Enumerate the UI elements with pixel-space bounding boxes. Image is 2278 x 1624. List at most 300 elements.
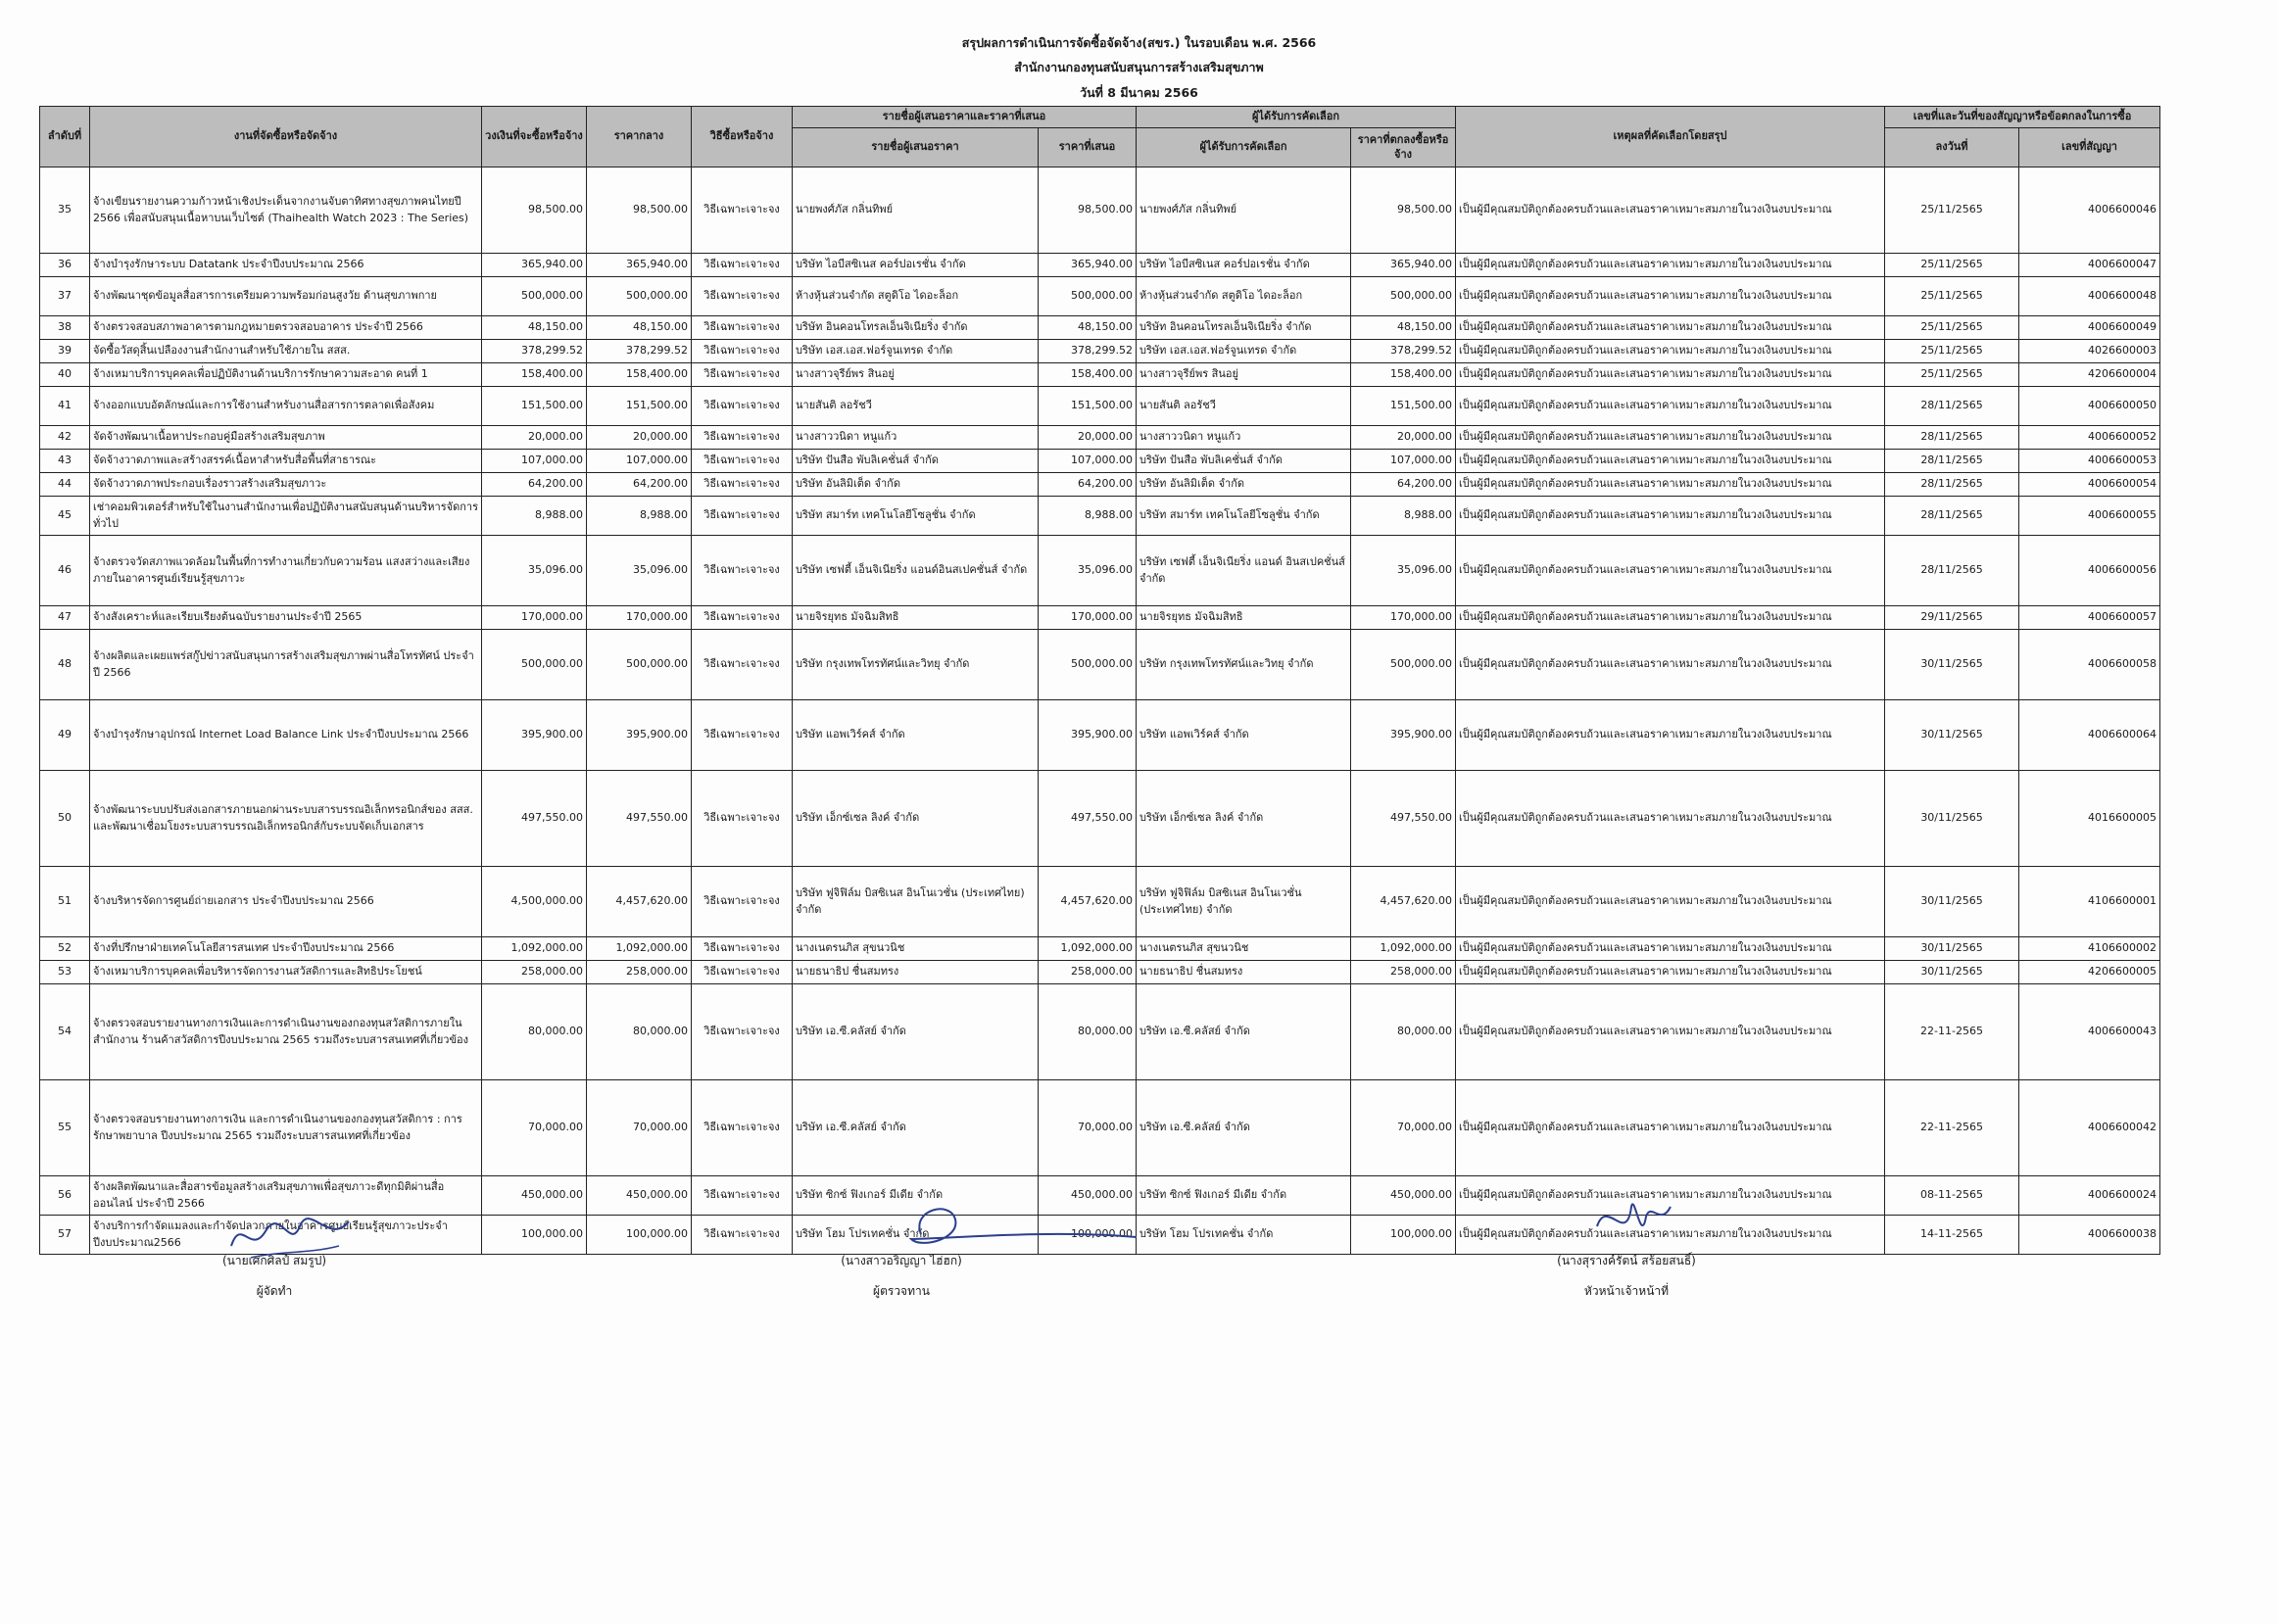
cell-budget: 80,000.00 [482, 984, 587, 1080]
cell-seq: 43 [40, 450, 90, 473]
cell-contract-no: 4106600001 [2019, 867, 2160, 937]
cell-reason: เป็นผู้มีคุณสมบัติถูกต้องครบถ้วนและเสนอราคาเหมาะสมภายในวงเงินงบประมาณ [1456, 937, 1885, 961]
cell-contract-date: 30/11/2565 [1885, 771, 2019, 867]
cell-contract-no: 4006600058 [2019, 630, 2160, 700]
cell-median-price: 395,900.00 [587, 700, 692, 771]
cell-budget: 500,000.00 [482, 630, 587, 700]
cell-reason: เป็นผู้มีคุณสมบัติถูกต้องครบถ้วนและเสนอราคาเหมาะสมภายในวงเงินงบประมาณ [1456, 277, 1885, 316]
cell-median-price: 170,000.00 [587, 606, 692, 630]
cell-method: วิธีเฉพาะเจาะจง [692, 316, 793, 340]
col-group-selected: ผู้ได้รับการคัดเลือก [1137, 107, 1456, 128]
cell-contract-date: 28/11/2565 [1885, 387, 2019, 426]
cell-reason: เป็นผู้มีคุณสมบัติถูกต้องครบถ้วนและเสนอราคาเหมาะสมภายในวงเงินงบประมาณ [1456, 316, 1885, 340]
signature-preparer-role: ผู้จัดทำ [256, 1284, 293, 1298]
cell-method: วิธีเฉพาะเจาะจง [692, 630, 793, 700]
cell-bidder-name: บริษัท กรุงเทพโทรทัศน์และวิทยุ จำกัด [793, 630, 1039, 700]
table-row [40, 700, 2160, 771]
table-row [40, 277, 2160, 316]
cell-method: วิธีเฉพาะเจาะจง [692, 450, 793, 473]
cell-seq: 42 [40, 426, 90, 450]
cell-median-price: 48,150.00 [587, 316, 692, 340]
cell-agreed-price: 258,000.00 [1351, 961, 1456, 984]
cell-contract-date: 30/11/2565 [1885, 700, 2019, 771]
cell-contract-no: 4106600002 [2019, 937, 2160, 961]
cell-task: จ้างเขียนรายงานความก้าวหน้าเชิงประเด็นจากงานจับตาทิศทางสุขภาพคนไทยปี 2566 เพื่อสนับสนุนเนื้อหาบนเว็บไซต์ (Thaihealth Watch 2023 : The Series) [90, 167, 482, 254]
cell-selected-name: บริษัท โฮม โปรเทคชั่น จำกัด [1137, 1216, 1351, 1255]
cell-selected-name: บริษัท เอ็กซ์เซล ลิงค์ จำกัด [1137, 771, 1351, 867]
cell-reason: เป็นผู้มีคุณสมบัติถูกต้องครบถ้วนและเสนอราคาเหมาะสมภายในวงเงินงบประมาณ [1456, 1080, 1885, 1176]
cell-median-price: 64,200.00 [587, 473, 692, 497]
col-reason: เหตุผลที่คัดเลือกโดยสรุป [1456, 107, 1885, 167]
signature-scrawl-head [1587, 1187, 1675, 1256]
cell-reason: เป็นผู้มีคุณสมบัติถูกต้องครบถ้วนและเสนอราคาเหมาะสมภายในวงเงินงบประมาณ [1456, 867, 1885, 937]
cell-contract-no: 4006600049 [2019, 316, 2160, 340]
cell-contract-date: 28/11/2565 [1885, 426, 2019, 450]
cell-task: จ้างบริหารจัดการศูนย์ถ่ายเอกสาร ประจำปีงบประมาณ 2566 [90, 867, 482, 937]
cell-seq: 48 [40, 630, 90, 700]
cell-contract-no: 4006600024 [2019, 1176, 2160, 1216]
cell-agreed-price: 98,500.00 [1351, 167, 1456, 254]
cell-bidder-name: นางเนตรนภิส สุขนวนิช [793, 937, 1039, 961]
cell-contract-no: 4026600003 [2019, 340, 2160, 363]
cell-reason: เป็นผู้มีคุณสมบัติถูกต้องครบถ้วนและเสนอราคาเหมาะสมภายในวงเงินงบประมาณ [1456, 630, 1885, 700]
table-row [40, 937, 2160, 961]
cell-task: จ้างเหมาบริการบุคคลเพื่อบริหารจัดการงานสวัสดิการและสิทธิประโยชน์ [90, 961, 482, 984]
table-row [40, 606, 2160, 630]
cell-contract-no: 4006600052 [2019, 426, 2160, 450]
cell-median-price: 500,000.00 [587, 277, 692, 316]
cell-median-price: 35,096.00 [587, 536, 692, 606]
cell-bid-price: 1,092,000.00 [1039, 937, 1137, 961]
cell-median-price: 497,550.00 [587, 771, 692, 867]
cell-contract-date: 30/11/2565 [1885, 937, 2019, 961]
document-date: วันที่ 8 มีนาคม 2566 [1080, 85, 1198, 100]
cell-bidder-name: บริษัท อินคอนโทรลเอ็นจิเนียริ่ง จำกัด [793, 316, 1039, 340]
cell-task: เช่าคอมพิวเตอร์สำหรับใช้ในงานสำนักงานเพื่อปฏิบัติงานสนับสนุนด้านบริหารจัดการทั่วไป [90, 497, 482, 536]
cell-selected-name: ห้างหุ้นส่วนจำกัด สตูดิโอ ไดอะล็อก [1137, 277, 1351, 316]
cell-seq: 40 [40, 363, 90, 387]
cell-contract-no: 4006600064 [2019, 700, 2160, 771]
cell-task: จ้างออกแบบอัตลักษณ์และการใช้งานสำหรับงานสื่อสารการตลาดเพื่อสังคม [90, 387, 482, 426]
cell-contract-no: 4206600004 [2019, 363, 2160, 387]
cell-task: จ้างผลิตพัฒนาและสื่อสารข้อมูลสร้างเสริมสุขภาพเพื่อสุขภาวะดีทุกมิติผ่านสื่อออนไลน์ ประจำปี 2566 [90, 1176, 482, 1216]
cell-selected-name: บริษัท เซฟตี้ เอ็นจิเนียริ่ง แอนด์ อินสเปคชั่นส์ จำกัด [1137, 536, 1351, 606]
cell-budget: 98,500.00 [482, 167, 587, 254]
cell-selected-name: นางเนตรนภิส สุขนวนิช [1137, 937, 1351, 961]
cell-agreed-price: 107,000.00 [1351, 450, 1456, 473]
cell-bidder-name: นายพงศ์ภัส กลิ่นทิพย์ [793, 167, 1039, 254]
cell-agreed-price: 80,000.00 [1351, 984, 1456, 1080]
cell-seq: 52 [40, 937, 90, 961]
cell-reason: เป็นผู้มีคุณสมบัติถูกต้องครบถ้วนและเสนอราคาเหมาะสมภายในวงเงินงบประมาณ [1456, 450, 1885, 473]
cell-bidder-name: บริษัท ฟูจิฟิล์ม บิสซิเนส อินโนเวชั่น (ประเทศไทย) จำกัด [793, 867, 1039, 937]
signature-scrawl-reviewer [852, 1200, 1146, 1259]
cell-contract-no: 4006600054 [2019, 473, 2160, 497]
cell-bid-price: 64,200.00 [1039, 473, 1137, 497]
cell-budget: 70,000.00 [482, 1080, 587, 1176]
cell-reason: เป็นผู้มีคุณสมบัติถูกต้องครบถ้วนและเสนอราคาเหมาะสมภายในวงเงินงบประมาณ [1456, 363, 1885, 387]
cell-reason: เป็นผู้มีคุณสมบัติถูกต้องครบถ้วนและเสนอราคาเหมาะสมภายในวงเงินงบประมาณ [1456, 961, 1885, 984]
cell-bid-price: 258,000.00 [1039, 961, 1137, 984]
table-row [40, 387, 2160, 426]
cell-method: วิธีเฉพาะเจาะจง [692, 937, 793, 961]
cell-bidder-name: บริษัท เอ.ซี.คลัสย์ จำกัด [793, 1080, 1039, 1176]
cell-contract-date: 30/11/2565 [1885, 867, 2019, 937]
cell-method: วิธีเฉพาะเจาะจง [692, 1080, 793, 1176]
cell-bidder-name: บริษัท แอพเวิร์คส์ จำกัด [793, 700, 1039, 771]
col-task: งานที่จัดซื้อหรือจัดจ้าง [90, 107, 482, 167]
table-row [40, 984, 2160, 1080]
organization-name: สำนักงานกองทุนสนับสนุนการสร้างเสริมสุขภาพ [1014, 60, 1264, 74]
cell-agreed-price: 450,000.00 [1351, 1176, 1456, 1216]
cell-reason: เป็นผู้มีคุณสมบัติถูกต้องครบถ้วนและเสนอราคาเหมาะสมภายในวงเงินงบประมาณ [1456, 1216, 1885, 1255]
cell-budget: 170,000.00 [482, 606, 587, 630]
col-median-price: ราคากลาง [587, 107, 692, 167]
cell-bidder-name: นายจิรยุทธ มัจฉิมสิทธิ [793, 606, 1039, 630]
cell-task: จัดจ้างวาดภาพและสร้างสรรค์เนื้อหาสำหรับสื่อพื้นที่สาธารณะ [90, 450, 482, 473]
cell-selected-name: นางสาวจุรีย์พร สินอยู่ [1137, 363, 1351, 387]
table-row [40, 536, 2160, 606]
cell-agreed-price: 48,150.00 [1351, 316, 1456, 340]
table-row [40, 630, 2160, 700]
cell-bidder-name: บริษัท เซฟตี้ เอ็นจิเนียริ่ง แอนด์อินสเปคชั่นส์ จำกัด [793, 536, 1039, 606]
cell-bid-price: 48,150.00 [1039, 316, 1137, 340]
cell-median-price: 1,092,000.00 [587, 937, 692, 961]
signature-preparer-name: (นายเศกศิลป์ สมรูป) [221, 1254, 327, 1267]
cell-bid-price: 35,096.00 [1039, 536, 1137, 606]
cell-task: จ้างพัฒนาชุดข้อมูลสื่อสารการเตรียมความพร้อมก่อนสูงวัย ด้านสุขภาพกาย [90, 277, 482, 316]
signature-head-name: (นางสุรางค์รัตน์ สร้อยสนธิ์) [1557, 1254, 1696, 1267]
cell-contract-no: 4006600057 [2019, 606, 2160, 630]
cell-agreed-price: 8,988.00 [1351, 497, 1456, 536]
cell-budget: 497,550.00 [482, 771, 587, 867]
cell-agreed-price: 20,000.00 [1351, 426, 1456, 450]
cell-selected-name: บริษัท อินคอนโทรลเอ็นจิเนียริ่ง จำกัด [1137, 316, 1351, 340]
cell-reason: เป็นผู้มีคุณสมบัติถูกต้องครบถ้วนและเสนอราคาเหมาะสมภายในวงเงินงบประมาณ [1456, 254, 1885, 277]
cell-agreed-price: 35,096.00 [1351, 536, 1456, 606]
col-group-contract: เลขที่และวันที่ของสัญญาหรือข้อตกลงในการซื้อ [1885, 107, 2160, 128]
cell-seq: 37 [40, 277, 90, 316]
cell-seq: 39 [40, 340, 90, 363]
cell-method: วิธีเฉพาะเจาะจง [692, 606, 793, 630]
cell-bid-price: 500,000.00 [1039, 630, 1137, 700]
cell-method: วิธีเฉพาะเจาะจง [692, 363, 793, 387]
cell-contract-no: 4006600053 [2019, 450, 2160, 473]
cell-reason: เป็นผู้มีคุณสมบัติถูกต้องครบถ้วนและเสนอราคาเหมาะสมภายในวงเงินงบประมาณ [1456, 1176, 1885, 1216]
cell-bid-price: 158,400.00 [1039, 363, 1137, 387]
cell-selected-name: นายจิรยุทธ มัจฉิมสิทธิ [1137, 606, 1351, 630]
cell-agreed-price: 151,500.00 [1351, 387, 1456, 426]
cell-reason: เป็นผู้มีคุณสมบัติถูกต้องครบถ้วนและเสนอราคาเหมาะสมภายในวงเงินงบประมาณ [1456, 700, 1885, 771]
cell-bid-price: 378,299.52 [1039, 340, 1137, 363]
cell-task: จ้างตรวจสอบรายงานทางการเงินและการดำเนินงานของกองทุนสวัสดิการภายในสำนักงาน ร้านค้าสวัสดิการปีงบประมาณ 2565 รวมถึงระบบสารสนเทศที่เกี่ยวข้อง [90, 984, 482, 1080]
cell-task: จ้างตรวจสอบรายงานทางการเงิน และการดำเนินงานของกองทุนสวัสดิการ : การรักษาพยาบาล ปีงบประมาณ 2565 รวมถึงระบบสารสนเทศที่เกี่ยวข้อง [90, 1080, 482, 1176]
cell-budget: 258,000.00 [482, 961, 587, 984]
cell-selected-name: บริษัท เอส.เอส.ฟอร์จูนเทรด จำกัด [1137, 340, 1351, 363]
cell-selected-name: บริษัท อันลิมิเต็ด จำกัด [1137, 473, 1351, 497]
cell-contract-date: 25/11/2565 [1885, 277, 2019, 316]
cell-bid-price: 151,500.00 [1039, 387, 1137, 426]
cell-budget: 500,000.00 [482, 277, 587, 316]
cell-seq: 46 [40, 536, 90, 606]
cell-method: วิธีเฉพาะเจาะจง [692, 340, 793, 363]
cell-bidder-name: นางสาวจุรีย์พร สินอยู่ [793, 363, 1039, 387]
cell-reason: เป็นผู้มีคุณสมบัติถูกต้องครบถ้วนและเสนอราคาเหมาะสมภายในวงเงินงบประมาณ [1456, 497, 1885, 536]
col-bid-price: ราคาที่เสนอ [1039, 128, 1137, 167]
signature-reviewer-name: (นางสาวอริญญา ไฮ่ฮก) [841, 1254, 962, 1267]
signature-preparer [176, 1252, 372, 1301]
cell-contract-date: 28/11/2565 [1885, 497, 2019, 536]
cell-contract-date: 25/11/2565 [1885, 167, 2019, 254]
cell-contract-date: 30/11/2565 [1885, 630, 2019, 700]
cell-method: วิธีเฉพาะเจาะจง [692, 536, 793, 606]
cell-budget: 158,400.00 [482, 363, 587, 387]
table-row [40, 497, 2160, 536]
cell-bidder-name: บริษัท ไอบีสซิเนส คอร์ปอเรชั่น จำกัด [793, 254, 1039, 277]
cell-contract-no: 4006600056 [2019, 536, 2160, 606]
cell-seq: 56 [40, 1176, 90, 1216]
table-row [40, 340, 2160, 363]
cell-bidder-name: บริษัท โฮม โปรเทคชั่น จำกัด [793, 1216, 1039, 1255]
signature-reviewer [784, 1252, 1019, 1301]
cell-agreed-price: 395,900.00 [1351, 700, 1456, 771]
cell-seq: 49 [40, 700, 90, 771]
cell-contract-no: 4006600055 [2019, 497, 2160, 536]
cell-budget: 365,940.00 [482, 254, 587, 277]
cell-seq: 51 [40, 867, 90, 937]
cell-median-price: 378,299.52 [587, 340, 692, 363]
cell-method: วิธีเฉพาะเจาะจง [692, 984, 793, 1080]
cell-budget: 107,000.00 [482, 450, 587, 473]
table-row [40, 473, 2160, 497]
cell-bid-price: 107,000.00 [1039, 450, 1137, 473]
cell-bid-price: 98,500.00 [1039, 167, 1137, 254]
cell-budget: 64,200.00 [482, 473, 587, 497]
cell-selected-name: บริษัท กรุงเทพโทรทัศน์และวิทยุ จำกัด [1137, 630, 1351, 700]
table-row [40, 867, 2160, 937]
cell-selected-name: นางสาววนิดา หนูแก้ว [1137, 426, 1351, 450]
cell-bidder-name: บริษัท อันลิมิเต็ด จำกัด [793, 473, 1039, 497]
cell-bidder-name: บริษัท ปันสือ พับลิเคชั่นส์ จำกัด [793, 450, 1039, 473]
cell-median-price: 4,457,620.00 [587, 867, 692, 937]
col-seq: ลำดับที่ [40, 107, 90, 167]
cell-contract-date: 08-11-2565 [1885, 1176, 2019, 1216]
cell-reason: เป็นผู้มีคุณสมบัติถูกต้องครบถ้วนและเสนอราคาเหมาะสมภายในวงเงินงบประมาณ [1456, 340, 1885, 363]
cell-task: จ้างที่ปรึกษาฝ่ายเทคโนโลยีสารสนเทศ ประจำปีงบประมาณ 2566 [90, 937, 482, 961]
col-selected-name: ผู้ได้รับการคัดเลือก [1137, 128, 1351, 167]
col-agreed-price: ราคาที่ตกลงซื้อหรือจ้าง [1351, 128, 1456, 167]
document-title: สรุปผลการดำเนินการจัดซื้อจัดจ้าง(สขร.) ในรอบเดือน พ.ศ. 2566 [961, 35, 1317, 50]
cell-method: วิธีเฉพาะเจาะจง [692, 254, 793, 277]
cell-seq: 55 [40, 1080, 90, 1176]
cell-agreed-price: 100,000.00 [1351, 1216, 1456, 1255]
cell-task: จัดซื้อวัสดุสิ้นเปลืองงานสำนักงานสำหรับใช้ภายใน สสส. [90, 340, 482, 363]
signature-head-role: หัวหน้าเจ้าหน้าที่ [1583, 1284, 1670, 1298]
cell-contract-date: 22-11-2565 [1885, 1080, 2019, 1176]
cell-bid-price: 4,457,620.00 [1039, 867, 1137, 937]
cell-bidder-name: นายธนาธิป ชื่นสมทรง [793, 961, 1039, 984]
cell-budget: 1,092,000.00 [482, 937, 587, 961]
cell-seq: 45 [40, 497, 90, 536]
cell-method: วิธีเฉพาะเจาะจง [692, 867, 793, 937]
cell-budget: 378,299.52 [482, 340, 587, 363]
cell-median-price: 365,940.00 [587, 254, 692, 277]
cell-task: จ้างบริการกำจัดแมลงและกำจัดปลวกภายในอาคารศูนย์เรียนรู้สุขภาวะประจำปีงบประมาณ2566 [90, 1216, 482, 1255]
col-method: วิธีซื้อหรือจ้าง [692, 107, 793, 167]
cell-contract-date: 28/11/2565 [1885, 473, 2019, 497]
cell-task: จ้างสังเคราะห์และเรียบเรียงต้นฉบับรายงานประจำปี 2565 [90, 606, 482, 630]
cell-task: จ้างบำรุงรักษาอุปกรณ์ Internet Load Balance Link ประจำปีงบประมาณ 2566 [90, 700, 482, 771]
cell-bidder-name: ห้างหุ้นส่วนจำกัด สตูดิโอ ไดอะล็อก [793, 277, 1039, 316]
cell-bid-price: 80,000.00 [1039, 984, 1137, 1080]
cell-median-price: 20,000.00 [587, 426, 692, 450]
cell-median-price: 8,988.00 [587, 497, 692, 536]
cell-method: วิธีเฉพาะเจาะจง [692, 771, 793, 867]
cell-method: วิธีเฉพาะเจาะจง [692, 277, 793, 316]
cell-seq: 47 [40, 606, 90, 630]
col-bidder-name: รายชื่อผู้เสนอราคา [793, 128, 1039, 167]
cell-method: วิธีเฉพาะเจาะจง [692, 426, 793, 450]
cell-selected-name: บริษัท แอพเวิร์คส์ จำกัด [1137, 700, 1351, 771]
cell-task: จ้างพัฒนาระบบปรับส่งเอกสารภายนอกผ่านระบบสารบรรณอิเล็กทรอนิกส์ของ สสส. และพัฒนาเชื่อมโยงระบบสารบรรณอิเล็กทรอนิกส์กับระบบจัดเก็บเอกสาร [90, 771, 482, 867]
cell-agreed-price: 64,200.00 [1351, 473, 1456, 497]
cell-selected-name: นายพงศ์ภัส กลิ่นทิพย์ [1137, 167, 1351, 254]
cell-budget: 4,500,000.00 [482, 867, 587, 937]
cell-budget: 100,000.00 [482, 1216, 587, 1255]
table-row [40, 167, 2160, 254]
cell-reason: เป็นผู้มีคุณสมบัติถูกต้องครบถ้วนและเสนอราคาเหมาะสมภายในวงเงินงบประมาณ [1456, 984, 1885, 1080]
cell-agreed-price: 378,299.52 [1351, 340, 1456, 363]
cell-reason: เป็นผู้มีคุณสมบัติถูกต้องครบถ้วนและเสนอราคาเหมาะสมภายในวงเงินงบประมาณ [1456, 771, 1885, 867]
cell-median-price: 107,000.00 [587, 450, 692, 473]
cell-median-price: 158,400.00 [587, 363, 692, 387]
cell-median-price: 80,000.00 [587, 984, 692, 1080]
cell-selected-name: บริษัท สมาร์ท เทคโนโลยีโซลูชั่น จำกัด [1137, 497, 1351, 536]
cell-contract-date: 29/11/2565 [1885, 606, 2019, 630]
cell-bid-price: 8,988.00 [1039, 497, 1137, 536]
cell-selected-name: บริษัท ฟูจิฟิล์ม บิสซิเนส อินโนเวชั่น (ประเทศไทย) จำกัด [1137, 867, 1351, 937]
cell-bidder-name: บริษัท เอส.เอส.ฟอร์จูนเทรด จำกัด [793, 340, 1039, 363]
cell-bidder-name: บริษัท ซิกซ์ ฟิงเกอร์ มีเดีย จำกัด [793, 1176, 1039, 1216]
cell-bid-price: 70,000.00 [1039, 1080, 1137, 1176]
cell-agreed-price: 365,940.00 [1351, 254, 1456, 277]
cell-selected-name: บริษัท ซิกซ์ ฟิงเกอร์ มีเดีย จำกัด [1137, 1176, 1351, 1216]
cell-contract-date: 28/11/2565 [1885, 536, 2019, 606]
cell-agreed-price: 1,092,000.00 [1351, 937, 1456, 961]
cell-contract-no: 4006600046 [2019, 167, 2160, 254]
cell-seq: 44 [40, 473, 90, 497]
cell-agreed-price: 158,400.00 [1351, 363, 1456, 387]
cell-seq: 36 [40, 254, 90, 277]
cell-contract-no: 4006600047 [2019, 254, 2160, 277]
cell-median-price: 100,000.00 [587, 1216, 692, 1255]
table-row [40, 771, 2160, 867]
cell-reason: เป็นผู้มีคุณสมบัติถูกต้องครบถ้วนและเสนอราคาเหมาะสมภายในวงเงินงบประมาณ [1456, 473, 1885, 497]
cell-seq: 38 [40, 316, 90, 340]
table-row [40, 450, 2160, 473]
cell-bid-price: 20,000.00 [1039, 426, 1137, 450]
cell-bidder-name: บริษัท สมาร์ท เทคโนโลยีโซลูชั่น จำกัด [793, 497, 1039, 536]
cell-bid-price: 450,000.00 [1039, 1176, 1137, 1216]
procurement-table [39, 106, 2160, 1255]
cell-budget: 20,000.00 [482, 426, 587, 450]
cell-seq: 35 [40, 167, 90, 254]
col-contract-date: ลงวันที่ [1885, 128, 2019, 167]
cell-seq: 53 [40, 961, 90, 984]
signature-head [1509, 1252, 1744, 1301]
cell-budget: 8,988.00 [482, 497, 587, 536]
table-row [40, 1080, 2160, 1176]
cell-selected-name: บริษัท ปันสือ พับลิเคชั่นส์ จำกัด [1137, 450, 1351, 473]
cell-agreed-price: 500,000.00 [1351, 277, 1456, 316]
cell-median-price: 98,500.00 [587, 167, 692, 254]
cell-task: จ้างตรวจวัดสภาพแวดล้อมในพื้นที่การทำงานเกี่ยวกับความร้อน แสงสว่างและเสียง ภายในอาคารศูนย์เรียนรู้สุขภาวะ [90, 536, 482, 606]
cell-reason: เป็นผู้มีคุณสมบัติถูกต้องครบถ้วนและเสนอราคาเหมาะสมภายในวงเงินงบประมาณ [1456, 536, 1885, 606]
table-row [40, 254, 2160, 277]
cell-budget: 450,000.00 [482, 1176, 587, 1216]
cell-method: วิธีเฉพาะเจาะจง [692, 167, 793, 254]
cell-method: วิธีเฉพาะเจาะจง [692, 961, 793, 984]
cell-task: จัดจ้างพัฒนาเนื้อหาประกอบคู่มือสร้างเสริมสุขภาพ [90, 426, 482, 450]
cell-seq: 50 [40, 771, 90, 867]
cell-bid-price: 170,000.00 [1039, 606, 1137, 630]
table-row [40, 363, 2160, 387]
cell-selected-name: บริษัท ไอบีสซิเนส คอร์ปอเรชั่น จำกัด [1137, 254, 1351, 277]
cell-bid-price: 395,900.00 [1039, 700, 1137, 771]
cell-bidder-name: นางสาววนิดา หนูแก้ว [793, 426, 1039, 450]
cell-selected-name: บริษัท เอ.ซี.คลัสย์ จำกัด [1137, 1080, 1351, 1176]
cell-selected-name: นายสันติ ลอรัชวี [1137, 387, 1351, 426]
col-group-bidders: รายชื่อผู้เสนอราคาและราคาที่เสนอ [793, 107, 1137, 128]
cell-task: จ้างตรวจสอบสภาพอาคารตามกฎหมายตรวจสอบอาคาร ประจำปี 2566 [90, 316, 482, 340]
cell-contract-no: 4006600050 [2019, 387, 2160, 426]
cell-bidder-name: บริษัท เอ.ซี.คลัสย์ จำกัด [793, 984, 1039, 1080]
cell-task: จ้างบำรุงรักษาระบบ Datatank ประจำปีงบประมาณ 2566 [90, 254, 482, 277]
cell-bid-price: 365,940.00 [1039, 254, 1137, 277]
cell-seq: 54 [40, 984, 90, 1080]
cell-contract-date: 25/11/2565 [1885, 254, 2019, 277]
cell-agreed-price: 497,550.00 [1351, 771, 1456, 867]
table-row [40, 961, 2160, 984]
cell-agreed-price: 500,000.00 [1351, 630, 1456, 700]
cell-method: วิธีเฉพาะเจาะจง [692, 1176, 793, 1216]
cell-median-price: 500,000.00 [587, 630, 692, 700]
cell-selected-name: บริษัท เอ.ซี.คลัสย์ จำกัด [1137, 984, 1351, 1080]
table-row [40, 426, 2160, 450]
cell-contract-no: 4006600043 [2019, 984, 2160, 1080]
cell-method: วิธีเฉพาะเจาะจง [692, 497, 793, 536]
cell-reason: เป็นผู้มีคุณสมบัติถูกต้องครบถ้วนและเสนอราคาเหมาะสมภายในวงเงินงบประมาณ [1456, 167, 1885, 254]
table-row [40, 316, 2160, 340]
cell-selected-name: นายธนาธิป ชื่นสมทรง [1137, 961, 1351, 984]
cell-reason: เป็นผู้มีคุณสมบัติถูกต้องครบถ้วนและเสนอราคาเหมาะสมภายในวงเงินงบประมาณ [1456, 387, 1885, 426]
cell-bid-price: 497,550.00 [1039, 771, 1137, 867]
cell-contract-date: 25/11/2565 [1885, 340, 2019, 363]
cell-bidder-name: นายสันติ ลอรัชวี [793, 387, 1039, 426]
cell-contract-date: 28/11/2565 [1885, 450, 2019, 473]
cell-contract-date: 25/11/2565 [1885, 316, 2019, 340]
cell-method: วิธีเฉพาะเจาะจง [692, 473, 793, 497]
cell-contract-date: 22-11-2565 [1885, 984, 2019, 1080]
cell-contract-no: 4006600038 [2019, 1216, 2160, 1255]
cell-method: วิธีเฉพาะเจาะจง [692, 387, 793, 426]
cell-contract-date: 30/11/2565 [1885, 961, 2019, 984]
cell-bidder-name: บริษัท เอ็กซ์เซล ลิงค์ จำกัด [793, 771, 1039, 867]
cell-method: วิธีเฉพาะเจาะจง [692, 1216, 793, 1255]
cell-seq: 41 [40, 387, 90, 426]
cell-agreed-price: 4,457,620.00 [1351, 867, 1456, 937]
cell-median-price: 70,000.00 [587, 1080, 692, 1176]
